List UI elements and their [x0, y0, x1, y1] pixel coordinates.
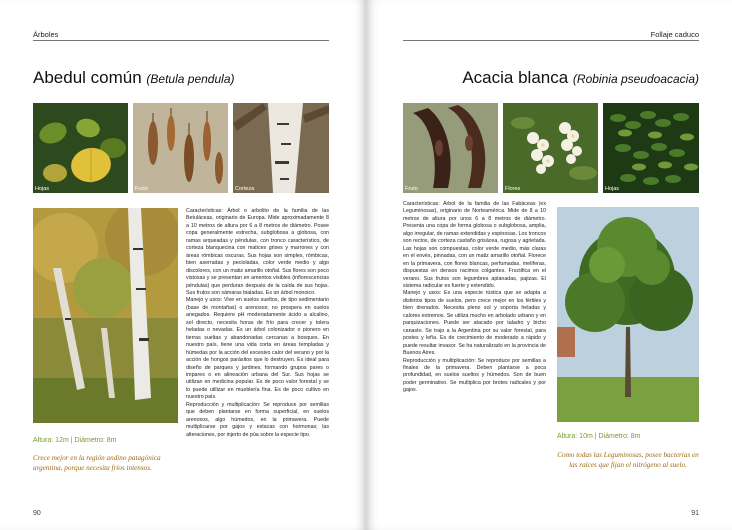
photo-flowers: [503, 103, 598, 193]
photo-bark: [233, 103, 329, 193]
title-common-name: Abedul común: [33, 68, 142, 87]
thumb-caption: Hojas: [35, 186, 50, 192]
photo-fruit: [133, 103, 228, 193]
photo-leaves: [33, 103, 128, 193]
acacia-tree-illustration: [557, 207, 699, 422]
thumb-caption: Fruto: [135, 186, 148, 192]
size-measure: Altura: 10m | Diámetro: 8m: [557, 433, 641, 440]
paragraph-characteristics: Características: Árbol de la familia de las Fabáceas (ex Leguminosas), originario de Norteamérica. Mide de 8 a 10 metros de altura por unos 6 a 8 metros de diámetro. Presenta una copa de forma globosa o subglobosa, amplia, algo irregular, de ramas extendidas y espinosas. Los troncos son rectos, de corteza castaño grisácea, rugosa y agrietada. Las hojas son compuestas, color verde medio, más claras en el envés, pinnadas, con un matiz amarillo otoñal. Florece en la primavera, con flores blancas, perfumadas, melíferas, dispuestas en densos racimos colgantes. Fructifica en el verano. Sus frutos son legumbres aplanadas, pajizas. El sistema radicular es fuerte y extendido.: [403, 201, 546, 289]
title-scientific-name: (Robinia pseudoacacia): [572, 72, 699, 86]
acacia-pods-illustration: [403, 103, 498, 193]
paragraph-characteristics: Características: Árbol o arbolito de la familia de las Betuláceas, originario de Europa. Mide aproximadamente 8 a 10 metros de altura por 6 a 8 metros de diámetro. Posee copa generalmente estrecha, subglobosa a globosa, con ramas arqueadas y péndulas, con tronco característico, de corteza blanquecina con matices grises y marrones y con áreas rómbicas oscuras. Sus hojas son simples, rómbicas, bien aserradas y pecioladas, color verde medio y algo discolores, con un matiz amarillo otoñal. Sus flores son poco vistosas y se presentan en amentos visibles (inflorescencias péndulas) que perduran después de la caída de sus hojas. Sus frutos son sámaras bialadas. Es un árbol monoico.: [186, 208, 329, 296]
page-number: 91: [691, 510, 699, 517]
acacia-flowers-illustration: [503, 103, 598, 193]
size-measure: Altura: 12m | Diámetro: 8m: [33, 437, 117, 444]
birch-catkins-illustration: [133, 103, 228, 193]
pull-quote: Crece mejor en la región andino patagónica argentina, porque necesita fríos intensos.: [33, 454, 161, 472]
title-common-name: Acacia blanca: [462, 68, 569, 87]
paragraph-reproduction: Reproducción y multiplicación: Se reproduce por semillas que deben plantarse en forma superficial, en suelos arenosos, algo húmedos, en la primavera. Puede multiplicarse por gajos y estacas con hormonas; las alteraciones, por injerto de púa sobre la especie tipo.: [186, 401, 329, 438]
page-title: [462, 68, 699, 88]
thumb-caption: Corteza: [235, 186, 255, 192]
right-page: [366, 0, 732, 530]
thumb-caption: Flores: [505, 186, 521, 192]
thumb-caption: Fruto: [405, 186, 418, 192]
header-rule: [33, 40, 329, 41]
photo-fruit: [403, 103, 498, 193]
acacia-leaves-illustration: [603, 103, 699, 193]
photo-leaves: [603, 103, 699, 193]
birch-bark-illustration: [233, 103, 329, 193]
title-scientific-name: (Betula pendula): [146, 72, 235, 86]
body-text: [403, 201, 546, 395]
birch-tree-illustration: [33, 208, 178, 423]
body-text: [186, 208, 329, 439]
page-title: [33, 68, 234, 88]
running-head: Follaje caduco: [650, 30, 699, 39]
running-head: Árboles: [33, 30, 59, 39]
paragraph-reproduction: Reproducción y multiplicación: Se reproduce por semillas a finales de la primavera. Deben plantarse a poca profundidad, en suelos sueltos y húmedos. Son de buen poder germinativo. Se multiplica por brotes radicales y por gajos.: [403, 357, 546, 394]
paragraph-management: Manejo y usos: Es una especie rústica que se adapta a distintos tipos de suelos, pero crece mejor en los fértiles y bien drenados. Necesita pleno sol y soporta heladas y calores extremos. Se utiliza mucho en arbolado urbano y en parquizaciones. Puede ser atacado por taladro y bicho canasto. Se trajo a la Argentina por su valor forestal, para postes y leña. Es de crecimiento de moderado a rápido y puede resultar invasor. Se ha naturalizado en la provincia de Buenos Aires.: [403, 290, 546, 357]
photo-tree: [557, 207, 699, 422]
pull-quote: Como todas las Leguminosas, posee bacterias en las raíces que fijan el nitrógeno al suelo.: [557, 451, 699, 469]
thumb-caption: Hojas: [605, 186, 620, 192]
page-number: 90: [33, 510, 41, 517]
photo-tree: [33, 208, 178, 423]
paragraph-management: Manejo y usos: Vive en suelos sueltos, de tipo sedimentario (base de montañas) o arenosos; no prospera en suelos anegados. Requiere pH moderadamente ácido a alcalino, sol directo, necesita horas de frío para crecer y tolera heladas o nevadas. Es un árbol colonizador o pionero en tierras sueltas y abandonadas cercanas a bosques. En nuestro país, tiene una vida corta en áreas templadas y húmedas por la acción del excesivo calor del verano y por la acción de hongos parásitos que lo destruyen. Es ideal para diseño de parques y jardines, formando grupos pares o impares o en alineación urbana del Sur. Sus hojas se utilizan en medicina popular. Es de poco valor forestal y se lo puede utilizar en mueblería fina. Es de poco cultivo en nuestro país.: [186, 297, 329, 401]
birch-leaves-illustration: [33, 103, 128, 193]
header-rule: [403, 40, 699, 41]
